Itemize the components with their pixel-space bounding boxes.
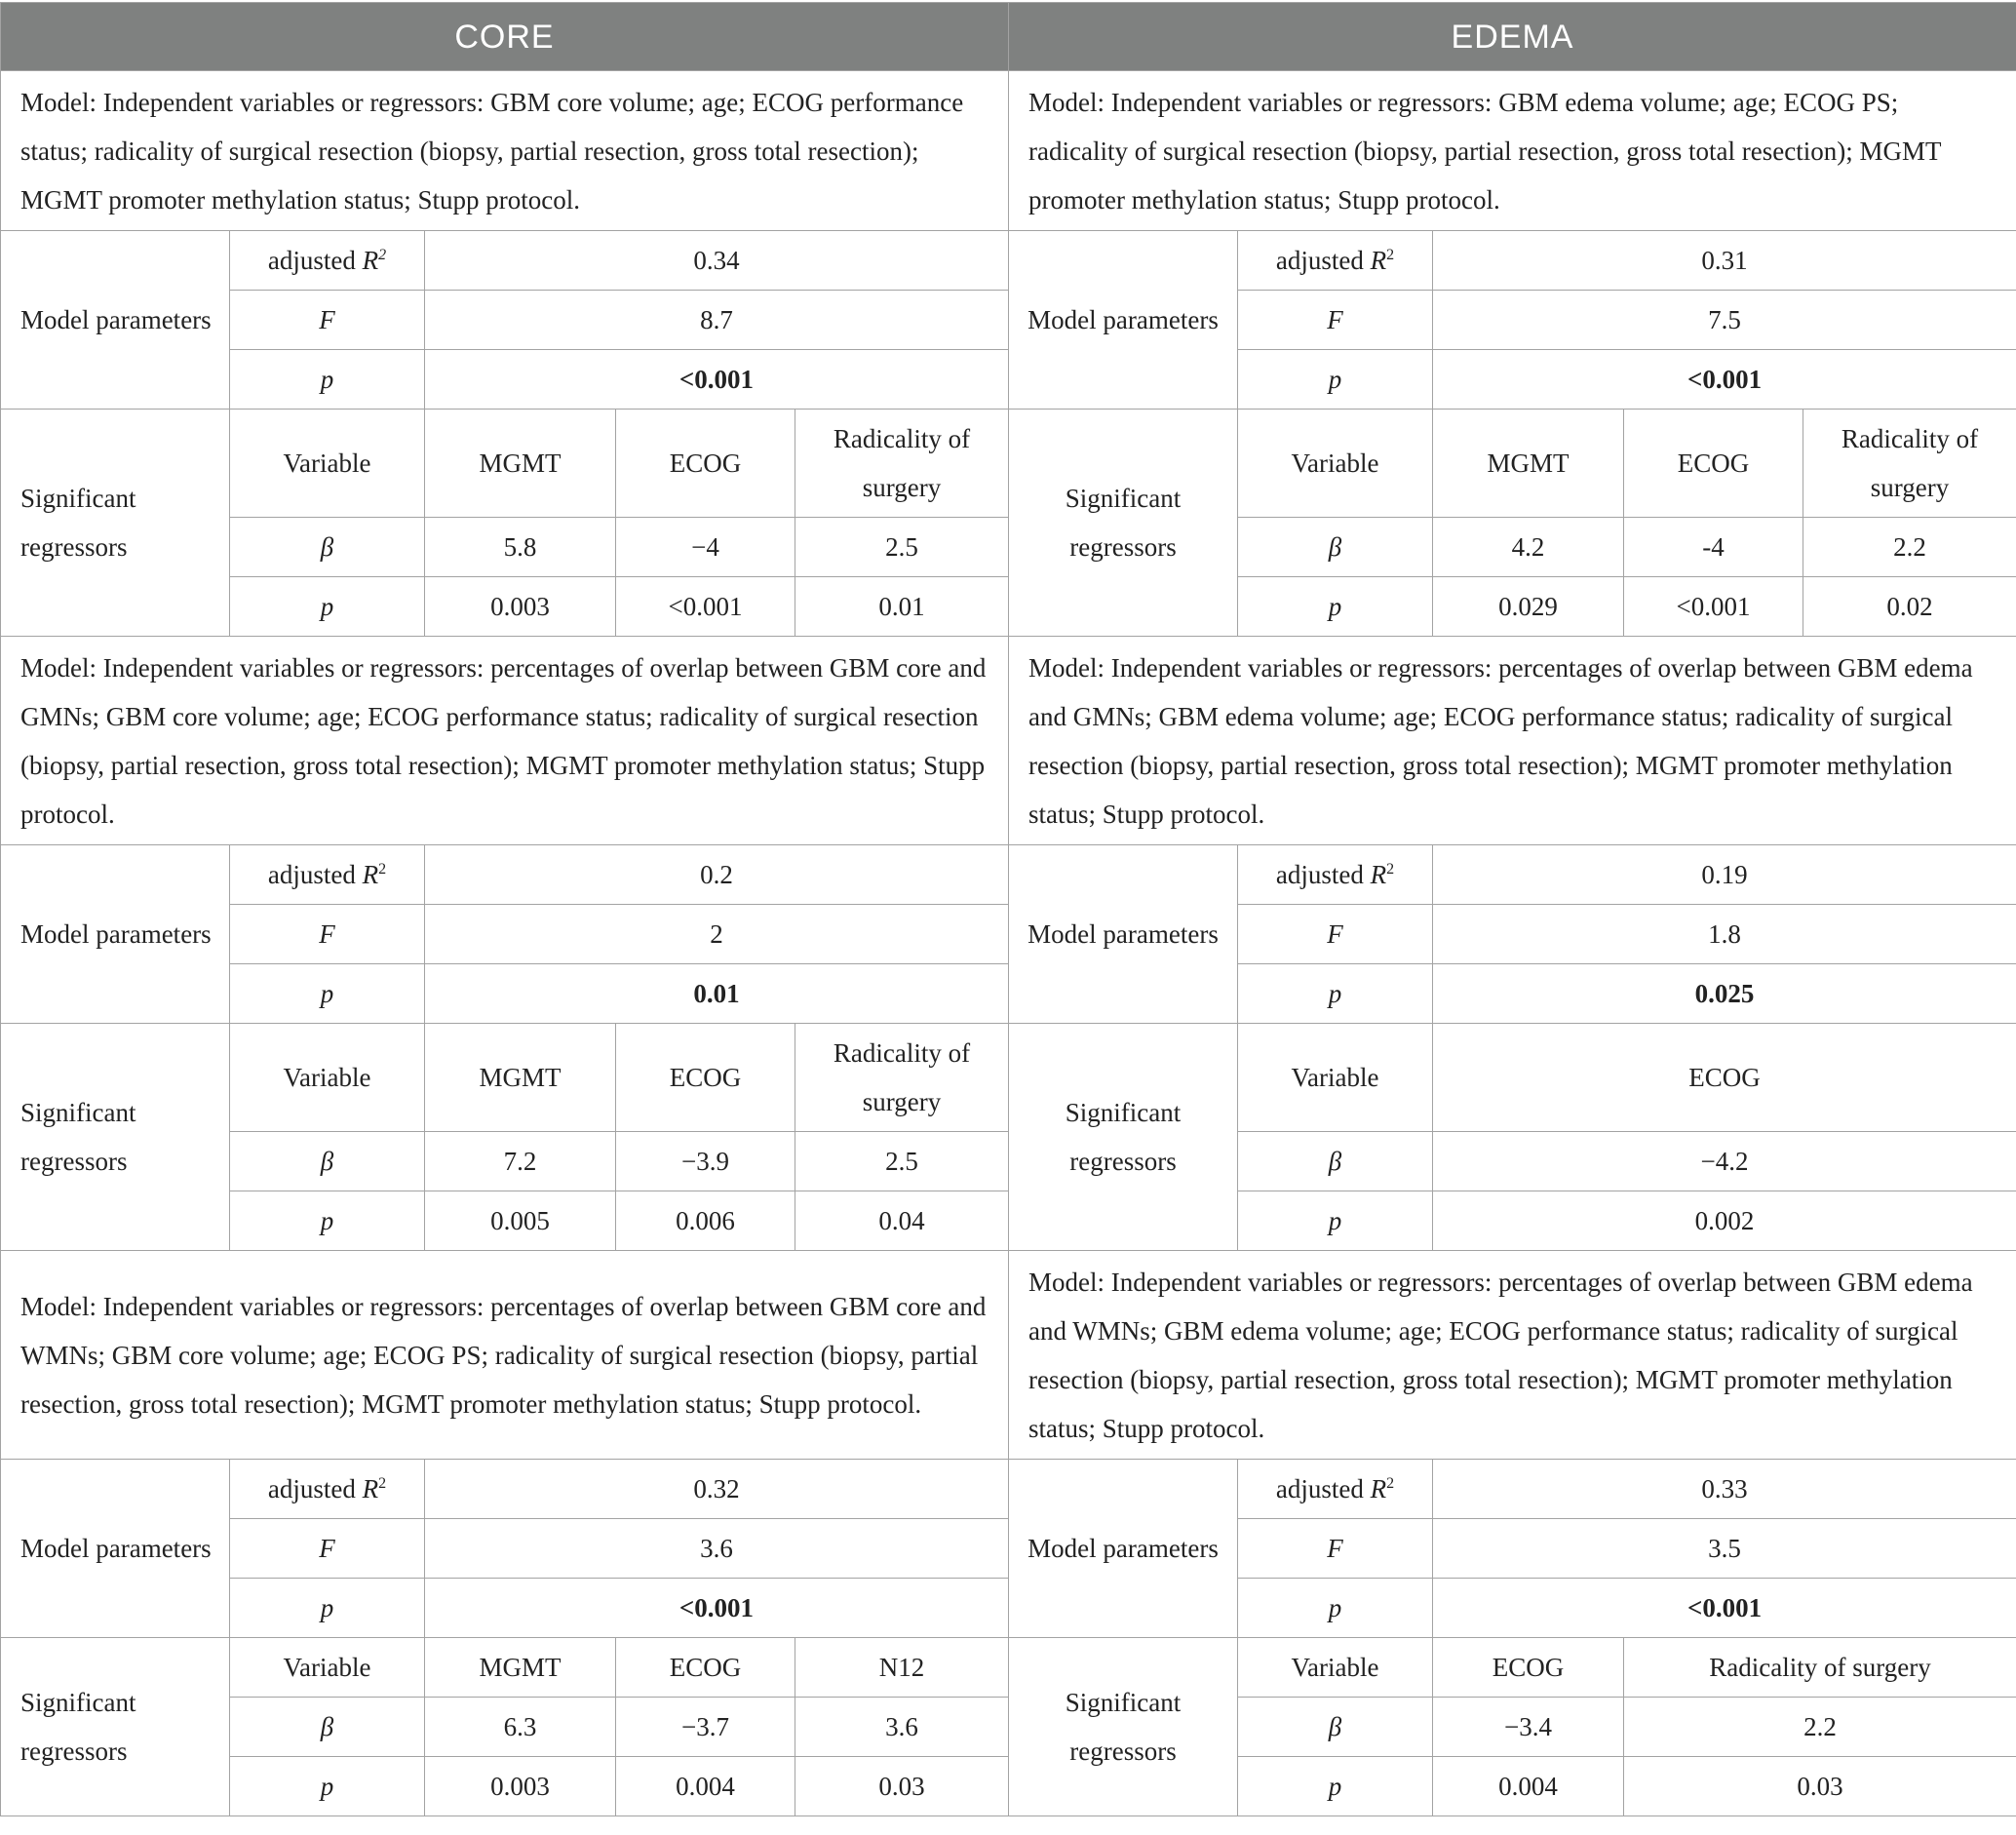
model1-edema-beta-2: 2.2: [1803, 518, 2016, 577]
model2-core-params-label: Model parameters: [1, 845, 230, 1024]
model1-core-p: <0.001: [425, 350, 1009, 410]
model3-core-variable-label: Variable: [230, 1638, 425, 1698]
model3-edema-beta-1: 2.2: [1624, 1698, 2016, 1757]
model2-beta-row: [1, 1132, 2016, 1191]
model3-core-pval-2: 0.03: [795, 1757, 1009, 1816]
model3-edema-adjr2: 0.33: [1433, 1460, 2016, 1519]
model1-core-pval-1: <0.001: [616, 577, 795, 637]
model2-core-p-label: p: [230, 964, 425, 1024]
model2-core-f-label: F: [230, 905, 425, 964]
model1-p-row: [1, 350, 2016, 410]
model2-edema-adjr2: 0.19: [1433, 845, 2016, 905]
model2-core-pval-0: 0.005: [425, 1191, 616, 1251]
model1-description-row: [1, 71, 2016, 231]
model3-pval-row: [1, 1757, 2016, 1816]
model1-edema-beta-1: -4: [1624, 518, 1803, 577]
model3-core-beta-0: 6.3: [425, 1698, 616, 1757]
model3-core-f-label: F: [230, 1519, 425, 1579]
model2-core-beta-2: 2.5: [795, 1132, 1009, 1191]
model2-pval-row: [1, 1191, 2016, 1251]
model3-edema-beta-0: −3.4: [1433, 1698, 1624, 1757]
model3-edema-var-1: Radicality of surgery: [1624, 1638, 2016, 1698]
model1-edema-beta-label: β: [1238, 518, 1433, 577]
model2-edema-sig-label: Significant regressors: [1009, 1024, 1238, 1251]
model1-edema-p-label: p: [1238, 350, 1433, 410]
model2-edema-p-label: p: [1238, 964, 1433, 1024]
model3-core-pval-label: p: [230, 1757, 425, 1816]
model3-edema-p-label: p: [1238, 1579, 1433, 1638]
model3-edema-beta-label: β: [1238, 1698, 1433, 1757]
model2-core-var-2: Radicality of surgery: [795, 1024, 1009, 1132]
model2-description-row: [1, 637, 2016, 845]
model2-core-var-0: MGMT: [425, 1024, 616, 1132]
model2-edema-f: 1.8: [1433, 905, 2016, 964]
model2-variable-row: [1, 1024, 2016, 1132]
model3-edema-f-label: F: [1238, 1519, 1433, 1579]
model1-core-var-2: Radicality of surgery: [795, 410, 1009, 518]
model1-edema-pval-label: p: [1238, 577, 1433, 637]
model3-edema-description: Model: Independent variables or regressors: percentages of overlap between GBM edema and WMNs; GBM edema volume; age; ECOG performance status; radicality of surgical resection (biopsy, partial resection, gross total resection); MGMT promoter methylation status; Stupp protocol.: [1009, 1251, 2016, 1460]
model3-edema-sig-label: Significant regressors: [1009, 1638, 1238, 1816]
model1-edema-beta-0: 4.2: [1433, 518, 1624, 577]
model3-core-f: 3.6: [425, 1519, 1009, 1579]
model2-core-beta-0: 7.2: [425, 1132, 616, 1191]
model3-edema-var-0: ECOG: [1433, 1638, 1624, 1698]
model1-core-params-label: Model parameters: [1, 231, 230, 410]
model2-p-row: [1, 964, 2016, 1024]
core-header: CORE: [1, 3, 1009, 71]
model3-variable-row: [1, 1638, 2016, 1698]
model2-core-pval-2: 0.04: [795, 1191, 1009, 1251]
model3-core-sig-label: Significant regressors: [1, 1638, 230, 1816]
model2-edema-beta-0: −4.2: [1433, 1132, 2016, 1191]
model3-core-params-label: Model parameters: [1, 1460, 230, 1638]
model1-edema-f: 7.5: [1433, 291, 2016, 350]
table-container: [0, 2, 2016, 1815]
model3-edema-pval-1: 0.03: [1624, 1757, 2016, 1816]
model2-edema-beta-label: β: [1238, 1132, 1433, 1191]
model2-core-var-1: ECOG: [616, 1024, 795, 1132]
model1-edema-adjr2: 0.31: [1433, 231, 2016, 291]
model1-core-beta-label: β: [230, 518, 425, 577]
model1-core-variable-label: Variable: [230, 410, 425, 518]
model2-f-row: [1, 905, 2016, 964]
model1-core-f-label: F: [230, 291, 425, 350]
model3-core-p-label: p: [230, 1579, 425, 1638]
model1-core-beta-2: 2.5: [795, 518, 1009, 577]
model3-beta-row: [1, 1698, 2016, 1757]
model3-edema-params-label: Model parameters: [1009, 1460, 1238, 1638]
model1-edema-var-0: MGMT: [1433, 410, 1624, 518]
model2-core-sig-label: Significant regressors: [1, 1024, 230, 1251]
model1-f-row: [1, 291, 2016, 350]
model1-adjr2-row: [1, 231, 2016, 291]
model1-core-p-label: p: [230, 350, 425, 410]
model2-edema-variable-label: Variable: [1238, 1024, 1433, 1132]
model1-edema-var-1: ECOG: [1624, 410, 1803, 518]
model3-p-row: [1, 1579, 2016, 1638]
model3-core-adjr2-label: adjusted $R^2$: [230, 1460, 425, 1519]
model3-adjr2-row: [1, 1460, 2016, 1519]
model3-description-row: [1, 1251, 2016, 1460]
model2-core-adjr2: 0.2: [425, 845, 1009, 905]
header-row: [1, 3, 2016, 71]
model2-core-f: 2: [425, 905, 1009, 964]
model2-core-p: 0.01: [425, 964, 1009, 1024]
model2-edema-description: Model: Independent variables or regressors: percentages of overlap between GBM edema and GMNs; GBM edema volume; age; ECOG performance status; radicality of surgical resection (biopsy, partial resection, gross total resection); MGMT promoter methylation status; Stupp protocol.: [1009, 637, 2016, 845]
model1-core-beta-0: 5.8: [425, 518, 616, 577]
model1-variable-row: [1, 410, 2016, 518]
model1-core-var-0: MGMT: [425, 410, 616, 518]
model2-core-variable-label: Variable: [230, 1024, 425, 1132]
regression-table: [0, 2, 2016, 1816]
model1-core-pval-label: p: [230, 577, 425, 637]
model1-core-adjr2-label: adjusted $R^2$: [230, 231, 425, 291]
model3-core-pval-0: 0.003: [425, 1757, 616, 1816]
model2-edema-adjr2-label: adjusted $R^2$: [1238, 845, 1433, 905]
model1-edema-pval-2: 0.02: [1803, 577, 2016, 637]
model1-edema-params-label: Model parameters: [1009, 231, 1238, 410]
model3-core-p: <0.001: [425, 1579, 1009, 1638]
model3-edema-pval-0: 0.004: [1433, 1757, 1624, 1816]
model1-core-beta-1: −4: [616, 518, 795, 577]
model1-core-f: 8.7: [425, 291, 1009, 350]
model3-edema-adjr2-label: adjusted $R^2$: [1238, 1460, 1433, 1519]
model2-edema-f-label: F: [1238, 905, 1433, 964]
model2-edema-var-0: ECOG: [1433, 1024, 2016, 1132]
model3-core-beta-label: β: [230, 1698, 425, 1757]
edema-header: EDEMA: [1009, 3, 2016, 71]
model2-edema-params-label: Model parameters: [1009, 845, 1238, 1024]
model1-core-pval-0: 0.003: [425, 577, 616, 637]
model1-core-description: Model: Independent variables or regressors: GBM core volume; age; ECOG performance status; radicality of surgical resection (biopsy, partial resection, gross total resection); MGMT promoter methylation status; Stupp protocol.: [1, 71, 1009, 231]
model3-core-beta-2: 3.6: [795, 1698, 1009, 1757]
model1-edema-pval-0: 0.029: [1433, 577, 1624, 637]
model1-edema-p: <0.001: [1433, 350, 2016, 410]
model1-edema-adjr2-label: adjusted $R^2$: [1238, 231, 1433, 291]
model3-f-row: [1, 1519, 2016, 1579]
model3-edema-variable-label: Variable: [1238, 1638, 1433, 1698]
model3-edema-pval-label: p: [1238, 1757, 1433, 1816]
model3-core-description: Model: Independent variables or regressors: percentages of overlap between GBM core and WMNs; GBM core volume; age; ECOG PS; radicality of surgical resection (biopsy, partial resection, gross total resection); MGMT promoter methylation status; Stupp protocol.: [1, 1251, 1009, 1460]
model2-core-pval-1: 0.006: [616, 1191, 795, 1251]
model2-edema-pval-label: p: [1238, 1191, 1433, 1251]
model3-core-beta-1: −3.7: [616, 1698, 795, 1757]
model2-edema-pval-0: 0.002: [1433, 1191, 2016, 1251]
model3-core-adjr2: 0.32: [425, 1460, 1009, 1519]
model1-edema-sig-label: Significant regressors: [1009, 410, 1238, 637]
model1-edema-var-2: Radicality of surgery: [1803, 410, 2016, 518]
model1-edema-description: Model: Independent variables or regressors: GBM edema volume; age; ECOG PS; radicality of surgical resection (biopsy, partial resection, gross total resection); MGMT promoter methylation status; Stupp protocol.: [1009, 71, 2016, 231]
model1-edema-variable-label: Variable: [1238, 410, 1433, 518]
model1-beta-row: [1, 518, 2016, 577]
model1-core-sig-label: Significant regressors: [1, 410, 230, 637]
model3-edema-p: <0.001: [1433, 1579, 2016, 1638]
model2-adjr2-row: [1, 845, 2016, 905]
model2-edema-p: 0.025: [1433, 964, 2016, 1024]
model2-core-beta-label: β: [230, 1132, 425, 1191]
model2-core-pval-label: p: [230, 1191, 425, 1251]
model3-core-var-1: ECOG: [616, 1638, 795, 1698]
model3-core-var-0: MGMT: [425, 1638, 616, 1698]
model2-core-adjr2-label: adjusted $R^2$: [230, 845, 425, 905]
model2-core-description: Model: Independent variables or regressors: percentages of overlap between GBM core and GMNs; GBM core volume; age; ECOG performance status; radicality of surgical resection (biopsy, partial resection, gross total resection); MGMT promoter methylation status; Stupp protocol.: [1, 637, 1009, 845]
model3-core-pval-1: 0.004: [616, 1757, 795, 1816]
model3-core-var-2: N12: [795, 1638, 1009, 1698]
model1-core-var-1: ECOG: [616, 410, 795, 518]
model3-edema-f: 3.5: [1433, 1519, 2016, 1579]
model1-pval-row: [1, 577, 2016, 637]
model1-edema-f-label: F: [1238, 291, 1433, 350]
model1-edema-pval-1: <0.001: [1624, 577, 1803, 637]
model1-core-adjr2: 0.34: [425, 231, 1009, 291]
model1-core-pval-2: 0.01: [795, 577, 1009, 637]
model2-core-beta-1: −3.9: [616, 1132, 795, 1191]
